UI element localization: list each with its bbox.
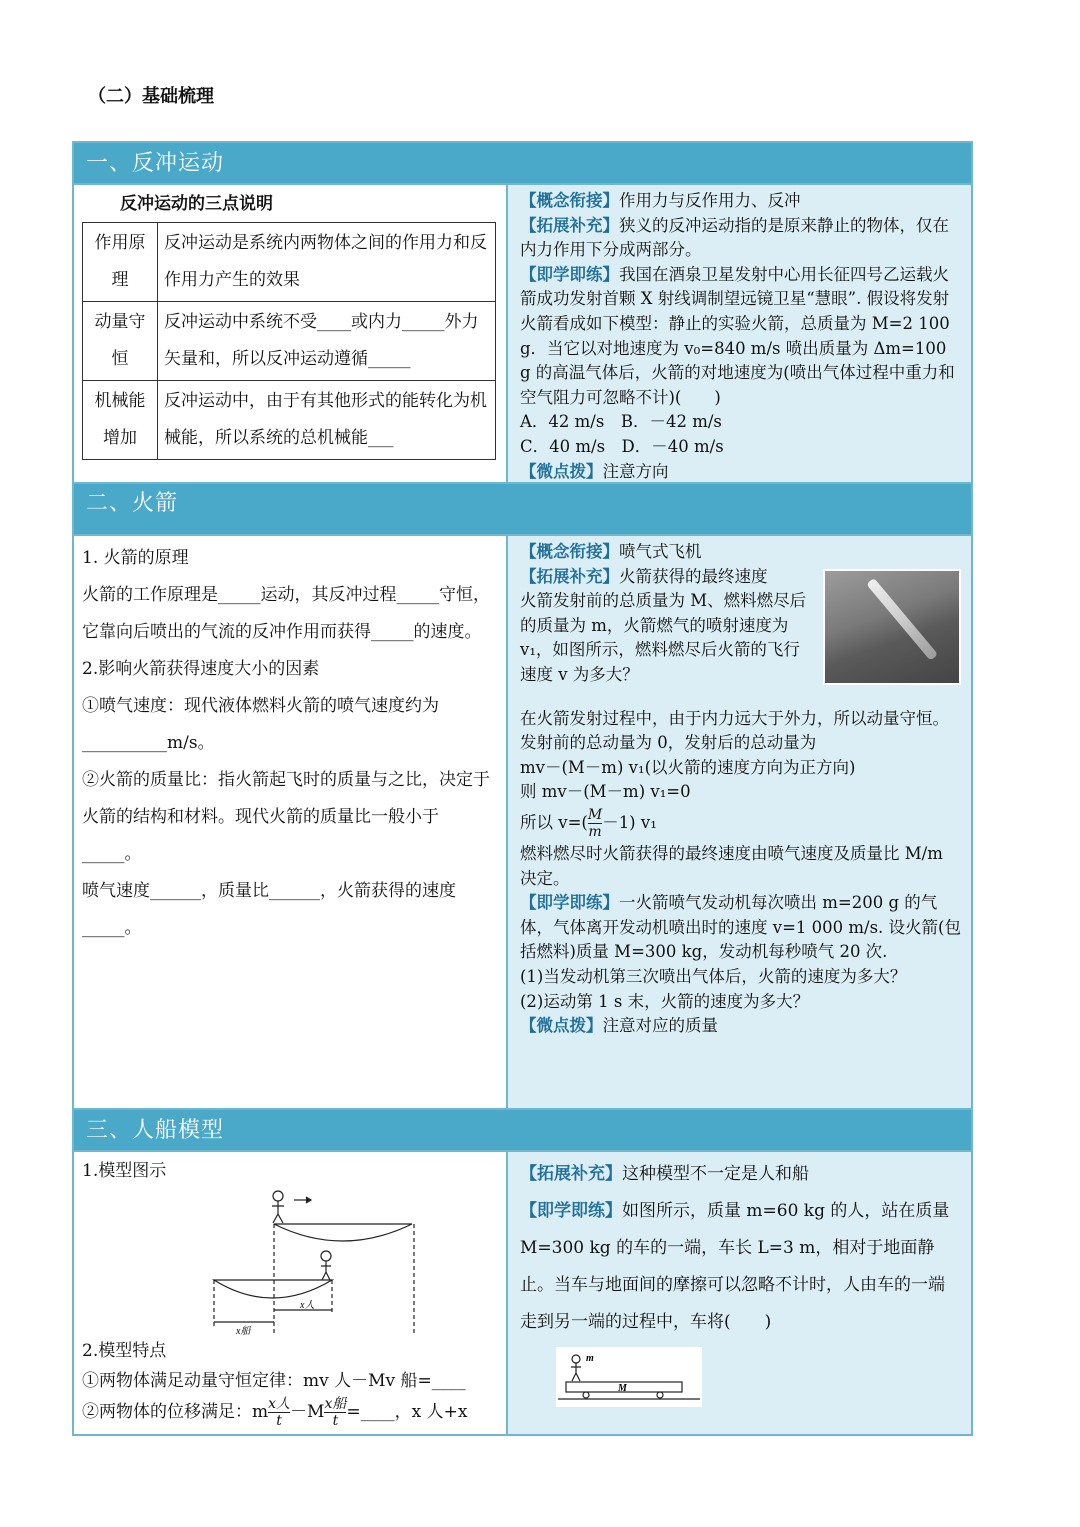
tag-practice: 【即学即练】 [520, 264, 619, 284]
table-row [83, 223, 496, 302]
tip-text: 注意方向 [602, 461, 669, 481]
fraction-boat [324, 1396, 346, 1429]
cart-wheel-right [657, 1392, 663, 1398]
rocket-h1: 1. 火箭的原理 [82, 548, 189, 568]
cart-person-head [572, 1355, 580, 1363]
model-h1: 1.模型图示 [82, 1161, 167, 1181]
option-ab: A．42 m/s B．－42 m/s [520, 412, 722, 432]
section-banner-recoil: 一、反冲运动 [74, 143, 971, 185]
extension-text: 这种模型不一定是人和船 [622, 1164, 809, 1184]
row-key: 作用原理 [83, 223, 158, 302]
table-row [83, 302, 496, 381]
section-recoil [74, 185, 971, 484]
person-boat-left [74, 1152, 508, 1434]
frac-denominator: t [276, 1413, 282, 1429]
recoil-title: 反冲运动的三点说明 [120, 194, 273, 214]
formula-2c: =____，x 人+x [346, 1402, 468, 1422]
frac-numerator: x船 [324, 1396, 347, 1412]
rocket-photo [823, 569, 961, 685]
derivation-4: 则 mv－(M－m) v₁=0 [520, 782, 691, 802]
person-body-bottom [321, 1261, 331, 1280]
extension-text: 狭义的反冲运动指的是原来静止的物体，仅在内力作用下分成两部分。 [520, 215, 949, 260]
person-head-bottom [321, 1251, 331, 1261]
rocket-p3: ②火箭的质量比：指火箭起飞时的质量与之比，决定于火箭的结构和材料。现代火箭的质量比一般小于_____。 [82, 770, 490, 864]
tag-tip: 【微点拨】 [520, 1016, 603, 1036]
derivation-5b: －1) v₁ [602, 812, 657, 832]
derivation-1: 在火箭发射过程中，由于内力远大于外力，所以动量守恒。 [520, 708, 949, 728]
page-heading: （二）基础梳理 [88, 86, 214, 107]
recoil-left [74, 185, 508, 482]
tag-concept: 【概念衔接】 [520, 542, 619, 561]
derivation-5a: 所以 v=( [520, 812, 588, 832]
person-boat-right [508, 1152, 971, 1434]
rocket-left [74, 536, 508, 1108]
frac-denominator: m [588, 823, 602, 840]
formula-2 [82, 1396, 498, 1429]
section-banner-person-boat: 三、人船模型 [74, 1110, 971, 1152]
question-2: (2)运动第 1 s 末，火箭的速度为多大？ [520, 991, 810, 1011]
section-banner-rocket: 二、火箭 [74, 484, 971, 536]
practice-text: 如图所示，质量 m=60 kg 的人，站在质量 M=300 kg 的车的一端，车长 L=3 m，相对于地面静止。当车与地面间的摩擦可以忽略不计时，人由车的一端走到另一端的过程中，车将( ) [520, 1201, 950, 1332]
table-row [83, 381, 496, 460]
formula-2a: ②两物体的位移满足：m [82, 1402, 269, 1422]
frac-numerator: x人 [268, 1396, 291, 1412]
question-1: (1)当发动机第三次喷出气体后，火箭的速度为多大？ [520, 966, 907, 986]
tag-concept: 【概念衔接】 [520, 191, 619, 210]
concept-text: 作用力与反作用力、反冲 [619, 191, 801, 210]
option-cd: C．40 m/s D．－40 m/s [520, 436, 724, 456]
tag-extension: 【拓展补充】 [520, 1164, 622, 1184]
extension-body: 火箭发射前的总质量为 M、燃料燃尽后的质量为 m，火箭燃气的喷射速度为 v₁，如图所示，燃料燃尽后火箭的飞行速度 v 为多大？ [520, 591, 807, 684]
fraction-person [268, 1396, 290, 1429]
row-key: 机械能增加 [83, 381, 158, 460]
tag-practice: 【即学即练】 [520, 893, 619, 913]
person-body-top [272, 1201, 284, 1223]
cart-person-body [571, 1363, 581, 1381]
label-x-person: x人 [300, 1300, 315, 1311]
section-rocket [74, 536, 971, 1110]
rocket-right [508, 536, 971, 1108]
model-h2: 2.模型特点 [82, 1341, 167, 1361]
boat-bottom [214, 1280, 332, 1298]
arrow-head [306, 1197, 311, 1203]
cart-label-M: M [618, 1383, 627, 1394]
label-x-boat: x船 [236, 1326, 251, 1336]
section-person-boat [74, 1152, 971, 1434]
row-value: 反冲运动中系统不受____或内力_____外力矢量和，所以反冲运动遵循_____ [158, 302, 496, 381]
guide-lines [214, 1224, 414, 1334]
derivation-3: mv－(M－m) v₁(以火箭的速度方向为正方向) [520, 757, 856, 777]
rocket-h2: 2.影响火箭获得速度大小的因素 [82, 659, 320, 679]
frac-numerator: M [587, 806, 603, 823]
tag-tip: 【微点拨】 [520, 461, 603, 481]
cart-wheel-left [583, 1392, 589, 1398]
mass-ratio-fraction [588, 807, 602, 840]
tag-extension: 【拓展补充】 [520, 215, 619, 235]
recoil-table [82, 222, 496, 460]
cart-label-m: m [586, 1353, 594, 1364]
rocket-trail [866, 577, 938, 660]
formula-2b: －M [290, 1402, 325, 1422]
tip-text: 注意对应的质量 [602, 1016, 718, 1036]
boat-top [274, 1224, 412, 1241]
recoil-right [508, 185, 971, 482]
formula-1: ①两物体满足动量守恒定律：mv 人－Mv 船=____ [82, 1371, 466, 1391]
derivation-2: 发射前的总动量为 0，发射后的总动量为 [520, 733, 817, 753]
person-boat-diagram [192, 1186, 452, 1336]
tag-extension: 【拓展补充】 [520, 566, 619, 586]
displacement-lines [214, 1310, 332, 1322]
concept-text: 喷气式飞机 [619, 542, 702, 561]
practice-text: 我国在酒泉卫星发射中心用长征四号乙运载火箭成功发射首颗 X 射线调制望远镜卫星“慧眼”. 假设将发射火箭看成如下模型：静止的实验火箭，总质量为 M=2 100 g．当它以对地速度为 v₀=840 m/s 喷出质量为 Δm=100 g 的高温气体后，火箭的对地速度为(喷出气体过程中重力和空气阻力可忽略不计)( ) [520, 264, 955, 407]
derivation-6: 燃料燃尽时火箭获得的最终速度由喷气速度及质量比 M/m 决定。 [520, 843, 943, 888]
rocket-p4: 喷气速度______，质量比______，火箭获得的速度_____。 [82, 881, 456, 938]
row-key: 动量守恒 [83, 302, 158, 381]
cart-diagram [556, 1347, 702, 1407]
person-head-top [273, 1191, 283, 1201]
practice-text: 一火箭喷气发动机每次喷出 m=200 g 的气体，气体离开发动机喷出时的速度 v=1 000 m/s. 设火箭(包括燃料)质量 M=300 kg，发动机每秒喷气 20 次. [520, 893, 961, 962]
row-value: 反冲运动中，由于有其他形式的能转化为机械能，所以系统的总机械能___ [158, 381, 496, 460]
rocket-p2: ①喷气速度：现代液体燃料火箭的喷气速度约为__________m/s。 [82, 696, 439, 753]
review-sheet [72, 141, 973, 1436]
frac-denominator: t [332, 1413, 339, 1429]
row-value: 反冲运动是系统内两物体之间的作用力和反作用力产生的效果 [158, 223, 496, 302]
rocket-p1: 火箭的工作原理是_____运动，其反冲过程_____守恒，它靠向后喷出的气流的反冲作用而获得_____的速度。 [82, 585, 490, 642]
tag-practice: 【即学即练】 [520, 1201, 622, 1221]
extension-text: 火箭获得的最终速度 [619, 566, 768, 586]
